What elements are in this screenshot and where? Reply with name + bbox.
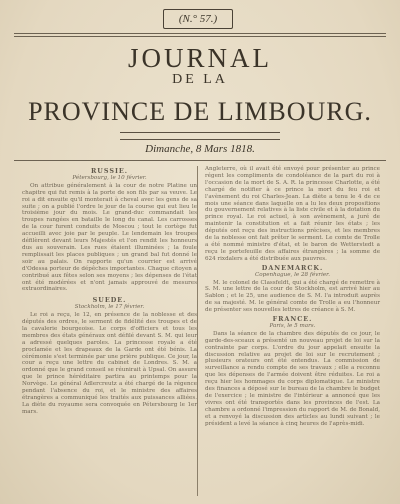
masthead-title-journal: JOURNAL xyxy=(127,43,272,73)
column-divider xyxy=(197,166,198,496)
article-continuation xyxy=(205,166,380,263)
top-rule-inner xyxy=(14,36,386,37)
issue-number: (N.° 57.) xyxy=(163,9,233,29)
issue-date: Dimanche, 8 Mars 1818. xyxy=(145,143,255,155)
article-suede xyxy=(22,297,197,415)
article-text: Angleterre, où il avait été envoyé pour présenter au prince régent les compliments de condoléance de la part du roi à l'occasion de la mort de S. A. R. la princesse Charlotte, a été chargé de notifier à ce prince la mort du feu roi et l'avènement du roi Charles-Jean. La diète a tenu le 4 de ce mois une séance dans laquelle on a lu les deux propositions du gouvernement relatives à la liste civile et à la dotation du prince royal. Le roi actuel, à son avènement, a juré de maintenir la constitution et a fait réunir les états ; les députés ont reçu des instructions précises, et les membres de la noblesse ont fait prêter le serment. Le comte de Trolle a été nommé ministre d'état, et le baron de Wetterstedt a reçu le portefeuille des affaires étrangères ; la somme de 624 rixdalers a été distribuée aux pauvres. xyxy=(205,166,380,262)
article-danemarck xyxy=(205,265,380,314)
masthead-title-de-la: DE LA xyxy=(172,72,228,87)
ornament-divider xyxy=(120,132,280,140)
article-russie xyxy=(22,168,197,293)
left-column xyxy=(22,166,197,416)
right-column xyxy=(205,166,380,428)
article-heading: DANEMARCK. xyxy=(261,263,324,272)
article-dateline: Pétersbourg, le 10 février. xyxy=(72,174,147,181)
article-heading: RUSSIE. xyxy=(90,167,129,175)
article-heading: FRANCE. xyxy=(272,315,313,324)
article-text: Dans la séance de la chambre des députés de ce jour, le garde-des-sceaux a présenté un nouveau projet de loi sur la contrainte par corps. L'ordre du jour appelait ensuite la discussion relative au projet de loi sur le recrutement ; plusieurs orateurs ont été entendus. La commission de surveillance a rendu compte de ses travaux ; elle a reconnu que les dépenses de l'armée doivent être réduites. Le roi a reçu hier les hommages du corps diplomatique. Le ministre des finances a déposé sur le bureau de la chambre le budget de l'exercice ; le ministre de l'intérieur a annoncé que les vivres ont été transportés dans les provinces de l'est. La chambre a ordonné l'impression du rapport de M. de Bonald, et a renvoyé la discussion des articles au lundi suivant ; le président a levé la séance à cinq heures de l'après-midi. xyxy=(205,330,380,427)
masthead-title-province: PROVINCE DE LIMBOURG. xyxy=(28,97,372,126)
article-dateline: Paris, le 5 mars. xyxy=(269,322,316,329)
article-heading: SUEDE. xyxy=(92,296,127,305)
date-rule xyxy=(14,160,386,161)
article-text: Le roi a reçu, le 12, en présence de la noblesse et des députés des ordres, le serment de fidélité des troupes et de la cavalerie bourgeoise. Le corps d'officiers et tous les membres des états généraux ont défilé devant S. M. qui leur a adressé quelques paroles. La princesse royale a été proclamée et les drapeaux de la Garde ont été bénis. La cérémonie s'est terminée par une prière publique. Ce jour, la cour a reçu une lettre du cabinet de Londres. S. M. a ordonné que le grand conseil se réunirait à Upsal. On assure que le prince héréditaire partira au printemps pour la Norvège. Le général Adlercreutz a été chargé de la régence pendant l'absence du roi, et le ministre des affaires étrangères a communiqué les traités aux puissances alliées. La diète du royaume sera convoquée en Pétersbourg le 1er mars. xyxy=(22,312,197,415)
article-text: On attribue généralement à la cour de notre Platine un chapitre qui fut remis à la porte de son fils par sa veuve. Le roi a dit ensuite qu'il monterait à cheval avec les gens de sa suite ; on a publié l'ordre le jour de la course qui eut lieu le troisième jour du mois. Le grand-duc commandait les troupes rangées en bataille le long du canal. Les carrosses de la cour furent conduits de Moscou ; tout le cortège fut accueilli avec joie par le peuple. Le lendemain les troupes défilèrent devant leurs Majestés et l'on rendit les honneurs dus au souverain. Les rues étaient illuminées ; la foule remplissait les places publiques ; un grand bal fut donné le soir au palais. On rapporte qu'un courrier est arrivé d'Odessa porteur de dépêches importantes. Chaque citoyen a contribué aux fêtes selon ses moyens ; les dépenses de l'état ont été modérées et n'ont jamais approuvé de mesures extraordinaires. xyxy=(22,182,197,293)
article-dateline: Stockholm, le 17 février. xyxy=(74,304,145,311)
article-text: M. le colonel de Classfeldt, qui a été chargé de remettre à S. M. une lettre de la cour de Stockholm, est arrivé hier au Sablon ; et le 25, une audience de S. M. l'a introduit auprès de sa majesté. M. le général comte de Trolle a eu l'honneur de présenter ses nouvelles lettres de créance à S. M. xyxy=(205,279,380,314)
article-france xyxy=(205,316,380,428)
article-dateline: Copenhague, le 28 février. xyxy=(254,271,331,278)
top-rule xyxy=(14,33,386,34)
